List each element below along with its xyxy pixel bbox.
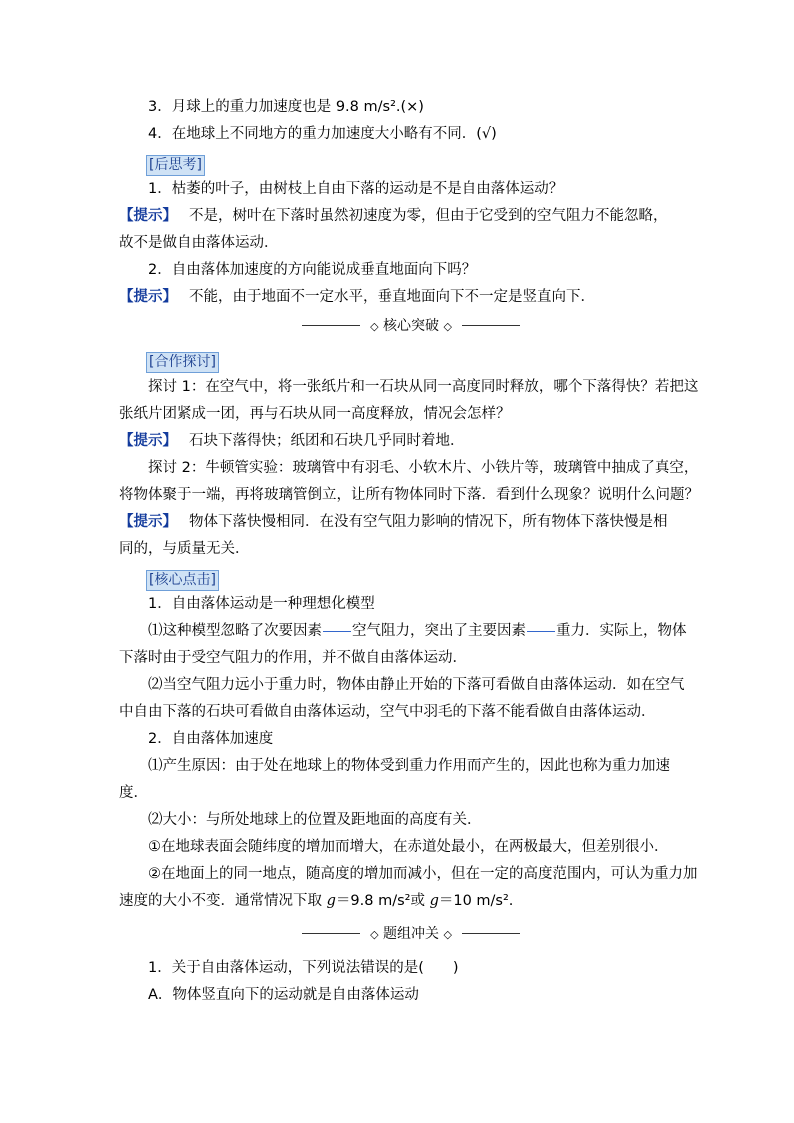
g-symbol: g (429, 893, 439, 909)
divider-rule (302, 933, 360, 934)
divider-title (360, 316, 462, 337)
after-thinking-tag: [后思考] (146, 155, 205, 176)
core-point-1b-line2: 中自由下落的石块可看做自由落体运动，空气中羽毛的下落不能看做自由落体运动． (119, 704, 656, 720)
exercise-q1: 1．关于自由落体运动，下列说法错误的是( ) (148, 960, 459, 976)
divider-rule (302, 325, 360, 326)
cooperation-q1-line2: 张纸片团紧成一团，再与石块从同一高度释放，情况会怎样？ (119, 406, 511, 422)
cooperation-q1-line1: 探讨 1：在空气中，将一张纸片和一石块从同一高度同时释放，哪个下落得快？若把这 (148, 379, 699, 395)
cooperation-q2-line1: 探讨 2：牛顿管实验：玻璃管中有羽毛、小软木片、小铁片等，玻璃管中抽成了真空， (148, 460, 699, 476)
diamond-icon: ◇ (443, 320, 452, 333)
text-segment: ⑴这种模型忽略了次要因素 (148, 623, 322, 639)
core-point-2a-line2: 度． (119, 785, 148, 801)
after-thinking-a1-line2: 故不是做自由落体运动． (119, 235, 279, 251)
answer-text: 物体下落快慢相同．在没有空气阻力影响的情况下，所有物体下落快慢是相 (189, 514, 668, 530)
diamond-icon: ◇ (443, 928, 452, 941)
divider-title (360, 924, 462, 945)
dash-mark (527, 631, 555, 632)
text-segment: 空气阻力，突出了主要因素 (352, 623, 526, 639)
core-point-2b-2-line2 (119, 891, 513, 911)
answer-text: 不是，树叶在下落时虽然初速度为零，但由于它受到的空气阻力不能忽略， (189, 208, 668, 224)
core-divider (300, 316, 522, 336)
review-item-3: 3．月球上的重力加速度也是 9.8 m/s².(×) (148, 99, 424, 115)
text-segment: 速度的大小不变．通常情况下取 (119, 893, 327, 909)
text-segment: ＝10 m/s². (438, 893, 514, 909)
dash-mark (323, 631, 351, 632)
divider-rule (462, 325, 520, 326)
cooperation-a1 (119, 431, 465, 451)
core-point-2b-1: ①在地球表面会随纬度的增加而增大，在赤道处最小，在两极最大，但差别很小． (148, 839, 669, 855)
divider-text: 核心突破 (383, 318, 439, 334)
exercise-option-a: A．物体竖直向下的运动就是自由落体运动 (148, 987, 419, 1003)
hint-label: 【提示】 (119, 433, 177, 449)
core-point-2: 2．自由落体加速度 (148, 731, 274, 747)
diamond-icon: ◇ (370, 928, 379, 941)
divider-text: 题组冲关 (383, 926, 439, 942)
after-thinking-q2: 2．自由落体加速度的方向能说成垂直地面向下吗？ (148, 262, 477, 278)
text-segment: ＝9.8 m/s²或 (335, 893, 430, 909)
core-point-2b: ⑵大小：与所处地球上的位置及距地面的高度有关． (148, 812, 482, 828)
cooperation-a2-line2: 同的，与质量无关． (119, 541, 250, 557)
hint-label: 【提示】 (119, 208, 177, 224)
cooperation-q2-line2: 将物体聚于一端，再将玻璃管倒立，让所有物体同时下落．看到什么现象？说明什么问题？ (119, 487, 699, 503)
core-point-1a-line2: 下落时由于受空气阻力的作用，并不做自由落体运动． (119, 650, 467, 666)
core-points-tag: [核心点击] (146, 570, 219, 591)
g-symbol: g (326, 893, 336, 909)
core-point-1: 1．自由落体运动是一种理想化模型 (148, 596, 375, 612)
core-point-1a-line1 (148, 621, 687, 641)
review-item-4: 4．在地球上不同地方的重力加速度大小略有不同．(√) (148, 126, 497, 142)
answer-text: 不能，由于地面不一定水平，垂直地面向下不一定是竖直向下． (189, 289, 595, 305)
core-point-1b-line1: ⑵当空气阻力远小于重力时，物体由静止开始的下落可看做自由落体运动．如在空气 (148, 677, 685, 693)
after-thinking-a1-line1 (119, 206, 668, 226)
hint-label: 【提示】 (119, 289, 177, 305)
cooperation-a2-line1 (119, 512, 668, 532)
text-segment: 重力．实际上，物体 (556, 623, 687, 639)
cooperation-tag: [合作探讨] (146, 352, 219, 373)
core-point-2b-2-line1: ②在地面上的同一地点，随高度的增加而减小，但在一定的高度范围内，可认为重力加 (148, 866, 698, 882)
divider-rule (462, 933, 520, 934)
answer-text: 石块下落得快；纸团和石块几乎同时着地． (189, 433, 465, 449)
core-point-2a-line1: ⑴产生原因：由于处在地球上的物体受到重力作用而产生的，因此也称为重力加速 (148, 758, 670, 774)
diamond-icon: ◇ (370, 320, 379, 333)
after-thinking-q1: 1．枯萎的叶子，由树枝上自由下落的运动是不是自由落体运动？ (148, 181, 564, 197)
after-thinking-a2 (119, 287, 595, 307)
exercise-divider (300, 924, 522, 944)
hint-label: 【提示】 (119, 514, 177, 530)
